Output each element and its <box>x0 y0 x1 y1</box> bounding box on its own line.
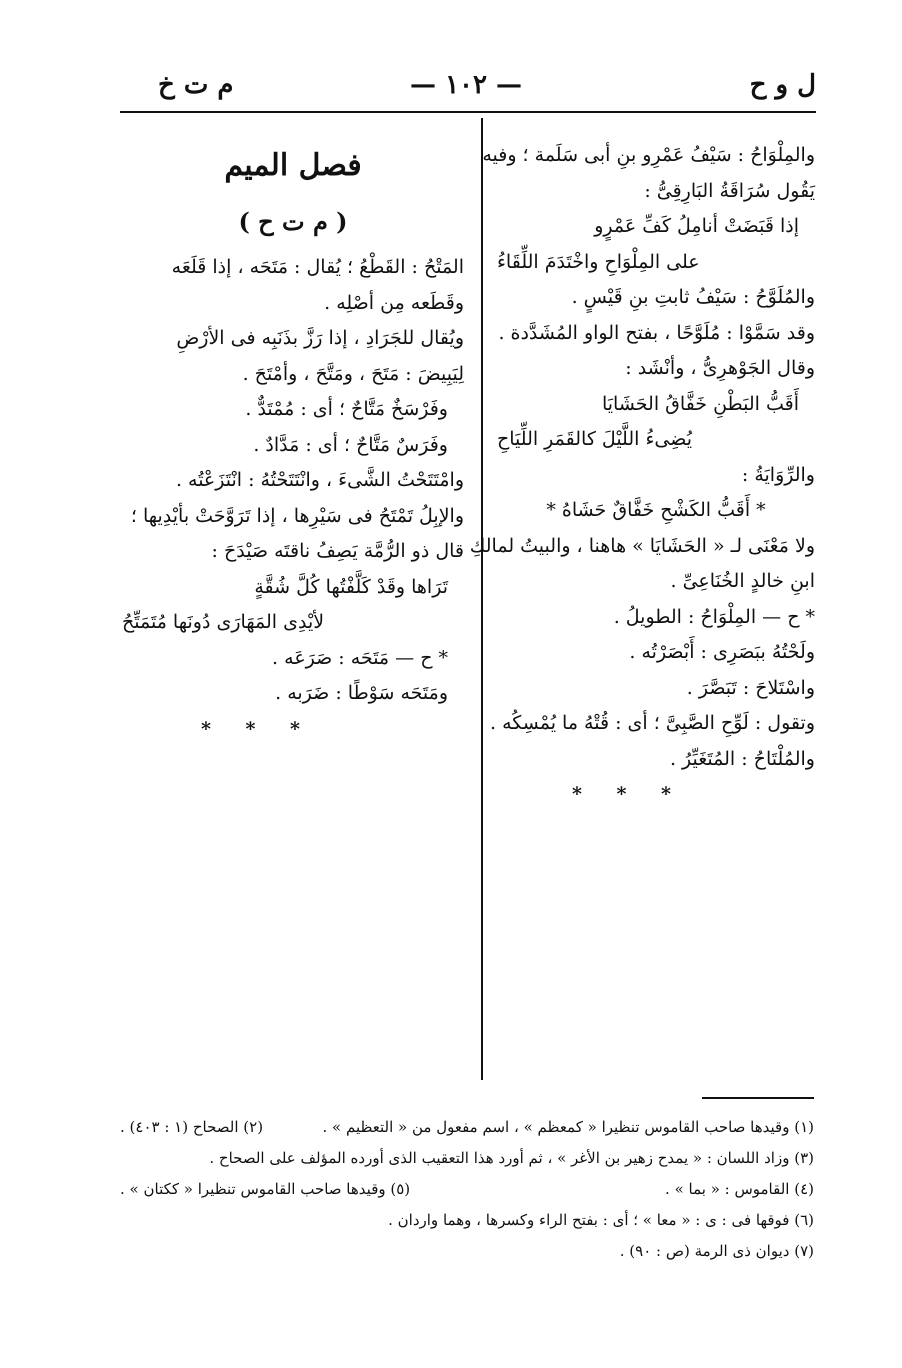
verse-line: يُضِىءُ اللَّيْلَ كالقَمَرِ اللِّيَاحِ <box>497 428 692 450</box>
footnote-row <box>120 1174 814 1205</box>
verse-line: إذا قَبَضَتْ أنامِلُ كَفِّ عَمْرٍو <box>594 215 799 237</box>
text-line: المَتْحُ : القَطْعُ ؛ يُقال : مَتَحَه ، إذا قَلَعَه <box>171 256 464 278</box>
section-title: فصل الميم <box>224 148 362 183</box>
header-right-root: ل و ح <box>749 70 816 100</box>
verse-line: تَرَاها وقَدْ كَلَّفْتُها كُلَّ شُقَّةٍ <box>254 575 448 598</box>
right-column <box>469 138 815 813</box>
verse-line: أَقَبُّ البَطْنِ خَفَّاقُ الحَشَايَا <box>601 392 799 415</box>
footnote: (١) وقيدها صاحب القاموس تنظيرا « كمعظم » ، اسم مفعول من « التعظيم » . <box>322 1118 814 1136</box>
text-line: وقال الجَوْهرِىُّ ، وأنْشَد : <box>625 357 815 379</box>
footnotes <box>120 1112 814 1267</box>
verse-line: * أَقَبُّ الكَشْحِ خَفَّاقٌ حَشَاهُ * <box>546 499 766 521</box>
left-column <box>122 138 464 747</box>
root-heading: ( م ت ح ) <box>238 207 348 236</box>
verse-line: لأيْدِى المَهَارَى دُونَها مُتَمَتِّحُ <box>122 611 325 633</box>
footnote: (٢) الصحاح (١ : ٤٠٣) . <box>120 1118 264 1136</box>
footnote: (٥) وقيدها صاحب القاموس تنظيرا « ككتان » . <box>120 1180 411 1198</box>
text-line: والرِّوَايَةُ : <box>741 463 815 486</box>
text-line: واسْتَلاحَ : تَبَصَّرَ . <box>686 676 815 699</box>
verse-line: على المِلْوَاحِ واخْتَدَمَ اللِّقَاءُ <box>497 250 700 273</box>
header-rule <box>120 111 816 113</box>
text-line: وقَطَعه مِن أصْلِه . <box>324 291 464 314</box>
text-line: والمُلْتَاحُ : المُتَغَيِّرُ . <box>669 747 815 770</box>
text-line: ابنِ خالدٍ الخُنَاعِىِّ . <box>670 570 815 592</box>
text-line: والمِلْوَاحُ : سَيْفُ عَمْرِو بنِ أبى سَلَمة ؛ وفيه <box>482 144 815 166</box>
text-line: قال ذو الرُّمَّة يَصِفُ ناقتَه صَيْدَحَ : <box>211 540 464 562</box>
footnote: (٤) القاموس : « بما » . <box>665 1180 814 1198</box>
text-line: والمُلَوَّحُ : سَيْفُ ثابتِ بنِ قَيْسٍ . <box>571 286 815 308</box>
header-left-root: م ت خ <box>158 70 234 100</box>
page-header <box>120 66 816 110</box>
text-line: * ح — مَتَحَه : صَرَعَه . <box>272 646 448 669</box>
text-line: وفَرْسَخٌ مَتَّاحٌ ؛ أى : مُمْتَدٌّ . <box>245 398 448 420</box>
footnote: (٧) ديوان ذى الرمة (ص : ٩٠) . <box>619 1242 814 1260</box>
end-mark: * * * <box>200 717 314 740</box>
text-line: وفَرَسٌ مَتَّاحٌ ؛ أى : مَدَّادٌ . <box>253 433 448 456</box>
end-mark: * * * <box>571 783 685 805</box>
text-line: وقد سَمَّوْا : مُلَوَّحًا ، بفتح الواو المُشَدَّدة . <box>498 321 815 344</box>
text-line: وامْتَتَحْتُ الشَّىءَ ، وانْتَتَحْتُهُ : انْتَزَعْتُه . <box>175 469 464 491</box>
text-line: ولا مَعْنَى لـ « الحَشَايَا » هاهنا ، والبيتُ لمالكِ <box>469 534 815 557</box>
text-line: لِيَبِيضَ : مَتَحَ ، ومَتَّحَ ، وأمْتَحَ . <box>242 362 464 385</box>
footnote: (٦) فوقها فى : ى : « معا » ؛ أى : بفتح الراء وكسرها ، وهما واردان . <box>388 1211 814 1229</box>
footnote: (٣) وزاد اللسان : « يمدح زهير بن الأغر » ، ثم أورد هذا التعقيب الذى أورده المؤلف على الصحاح . <box>209 1149 814 1167</box>
page-number: — ١٠٢ — <box>410 70 523 100</box>
text-line: وتقول : لَوِّحِ الصَّبِىَّ ؛ أى : قُتْهُ ما يُمْسِكُه . <box>490 712 815 734</box>
footnote-rule <box>702 1097 814 1099</box>
text-line: ولَحْتُهُ ببَصَرِى : أَبْصَرْتُه . <box>629 641 815 663</box>
text-line: ويُقال للجَرَادِ ، إذا رَزَّ بذَنَبِه فى الأرْضِ <box>176 327 464 349</box>
text-line: * ح — المِلْوَاحُ : الطويلُ . <box>613 605 815 628</box>
footnote-row <box>120 1112 814 1143</box>
text-line: ومَتَحَه سَوْطًا : ضَرَبه . <box>275 682 448 704</box>
text-line: والإبِلُ تَمْتَحُ فى سَيْرِها ، إذا تَرَوَّحَتْ بأيْدِيها ؛ <box>130 504 464 527</box>
column-divider <box>481 118 483 1080</box>
text-line: يَقُول سُرَاقَةُ البَارِقِىُّ : <box>644 179 815 202</box>
